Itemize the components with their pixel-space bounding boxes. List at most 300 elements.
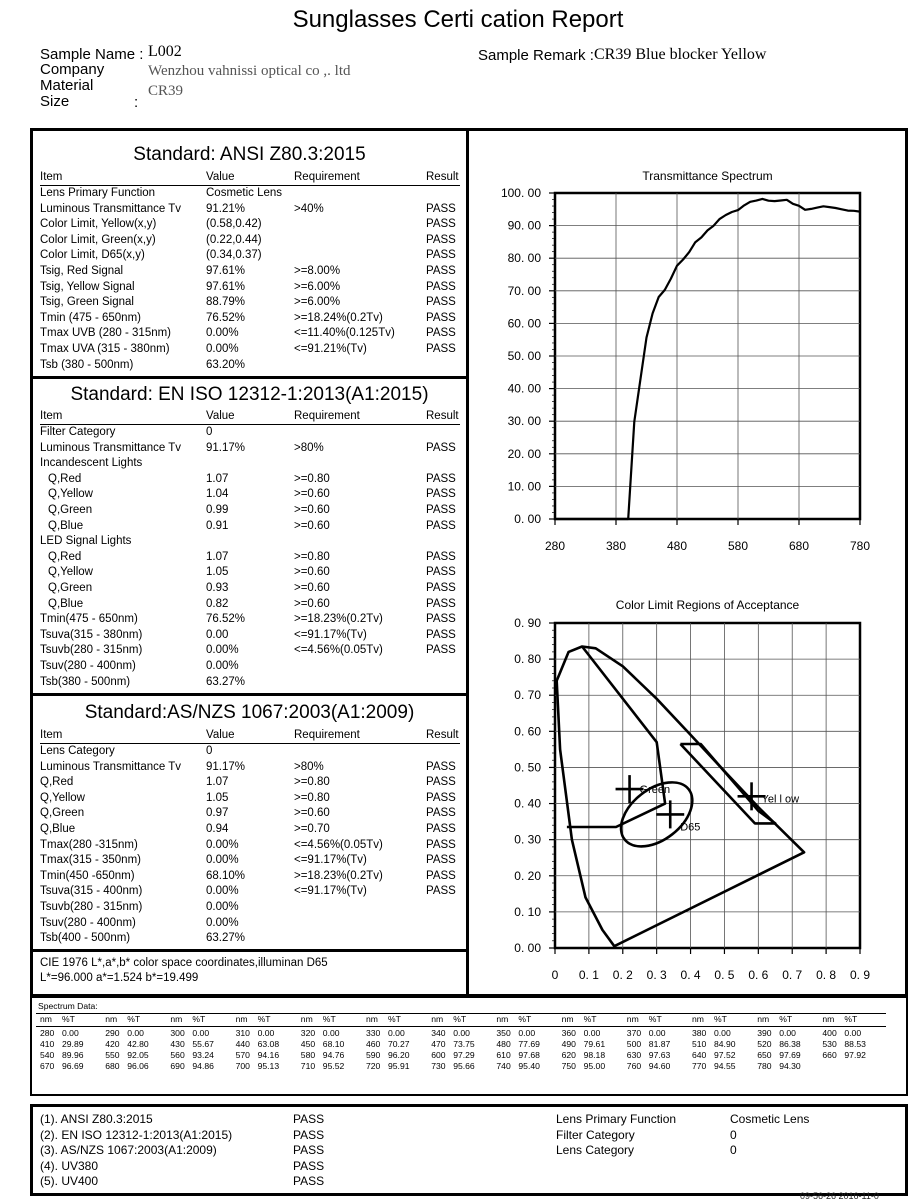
spectrum-transmittance: 0.00 <box>257 1028 275 1038</box>
ansi-header-row <box>40 170 460 186</box>
spectrum-chart-title: Transmittance Spectrum <box>642 169 773 183</box>
row-value: 76.52% <box>206 613 246 626</box>
asnzs-row <box>40 760 460 776</box>
row-requirement: >=0.60 <box>294 519 330 532</box>
row-item: Luminous Transmittance Tv <box>40 202 182 215</box>
summary-info-value: 0 <box>730 1127 737 1142</box>
color-limit-y-tick-label: 0. 60 <box>514 724 541 739</box>
spectrum-wavelength: 490 <box>561 1039 576 1049</box>
spectrum-transmittance: 94.16 <box>257 1050 280 1060</box>
spectrum-col-header: %T <box>844 1014 858 1024</box>
color-limit-chart-title: Color Limit Regions of Acceptance <box>615 598 800 612</box>
ansi-row <box>40 202 460 218</box>
row-requirement: >=0.60 <box>294 503 330 516</box>
col-item: Item <box>40 171 63 183</box>
row-requirement: >=0.80 <box>294 472 330 485</box>
row-item: Tmax(315 - 350nm) <box>40 854 141 867</box>
summary-info-value: 0 <box>730 1143 737 1157</box>
spectrum-transmittance: 0.00 <box>714 1028 731 1038</box>
row-value: 63.27% <box>206 932 246 945</box>
row-value: 1.05 <box>206 791 229 804</box>
color-limit-x-tick-label: 0. 1 <box>578 968 599 982</box>
asnzs-row <box>40 853 460 869</box>
spectrum-wavelength: 510 <box>692 1039 707 1049</box>
en-row <box>40 628 460 644</box>
spectrum-col-header: nm <box>40 1014 52 1024</box>
ansi-row <box>40 186 460 202</box>
spectrum-col-header: %T <box>648 1014 662 1024</box>
asnzs-row <box>40 791 460 807</box>
summary-standard-result: PASS <box>293 1127 325 1142</box>
spectrum-wavelength: 730 <box>431 1061 446 1071</box>
summary-info-row <box>556 1128 856 1144</box>
spectrum-transmittance: 94.55 <box>714 1061 736 1071</box>
row-value: 0.00% <box>206 900 239 913</box>
cie-line-1: CIE 1976 L*,a*,b* color space coordinates,illuminan D65 <box>40 957 328 969</box>
spectrum-col-header: nm <box>692 1014 704 1024</box>
sample-remark-value: CR39 Blue blocker Yellow <box>594 46 767 63</box>
row-item: Tmin(475 - 650nm) <box>40 613 138 626</box>
color-limit-x-tick-label: 0. 7 <box>782 968 803 982</box>
row-result: PASS <box>426 488 456 501</box>
en-row <box>40 612 460 628</box>
en-row <box>40 581 460 597</box>
spectrum-transmittance: 97.92 <box>844 1050 866 1060</box>
ansi-row <box>40 311 460 327</box>
row-item: Tsig, Yellow Signal <box>40 280 135 293</box>
row-value: 1.07 <box>206 550 229 563</box>
charts-area <box>469 131 905 994</box>
en-row <box>40 487 460 503</box>
asnzs-row <box>40 744 460 760</box>
row-value: (0.58,0.42) <box>206 218 262 231</box>
row-value: 0.00% <box>206 916 239 929</box>
spectrum-col-header: nm <box>626 1014 639 1024</box>
row-requirement: >80% <box>294 441 324 454</box>
row-result: PASS <box>426 644 456 657</box>
spectrum-wavelength: 480 <box>496 1039 511 1049</box>
row-item: Tsuva(315 - 400nm) <box>40 885 143 898</box>
color-point-label: Green <box>639 784 671 797</box>
spectrum-wavelength: 330 <box>366 1028 381 1038</box>
color-limit-y-tick-label: 0. 20 <box>514 868 541 883</box>
material-value: CR39 <box>148 83 184 99</box>
spectrum-x-tick-label: 480 <box>666 539 688 553</box>
summary-info-label: Lens Primary Function <box>556 1112 677 1126</box>
color-limit-y-tick-label: 0. 50 <box>514 760 541 775</box>
row-item: Q,Blue <box>48 519 84 532</box>
spectrum-y-tick-label: 50. 00 <box>507 349 541 363</box>
spectrum-wavelength: 520 <box>757 1039 772 1049</box>
row-item: Incandescent Lights <box>40 457 143 470</box>
asnzs-row <box>40 931 460 947</box>
row-result: PASS <box>426 628 456 641</box>
spectrum-wavelength: 360 <box>561 1028 576 1038</box>
spectrum-wavelength: 780 <box>757 1061 772 1071</box>
row-value: 0.93 <box>206 581 229 594</box>
spectrum-x-tick-label: 280 <box>544 539 566 553</box>
spectrum-transmittance: 55.67 <box>192 1039 214 1049</box>
row-item: LED Signal Lights <box>40 535 132 548</box>
spectrum-col-header: nm <box>366 1014 378 1024</box>
row-item: Filter Category <box>40 426 116 438</box>
summary-standard-result: PASS <box>293 1143 325 1157</box>
row-requirement: >=18.24%(0.2Tv) <box>294 311 383 324</box>
row-item: Luminous Transmittance Tv <box>40 760 182 773</box>
row-requirement: <=4.56%(0.05Tv) <box>294 644 383 657</box>
spectrum-y-tick-label: 10. 00 <box>507 479 541 494</box>
row-requirement: >=0.60 <box>294 581 330 594</box>
spectrum-col-header: %T <box>453 1014 467 1024</box>
color-limit-y-tick-label: 0. 90 <box>514 616 541 630</box>
spectrum-data-title: Spectrum Data: <box>38 1001 98 1011</box>
spectrum-x-tick-label: 680 <box>788 539 810 553</box>
spectrum-col-header: nm <box>496 1014 509 1024</box>
spectrum-col-header: nm <box>431 1014 444 1024</box>
spectrum-wavelength: 600 <box>431 1050 446 1060</box>
spectrum-wavelength: 560 <box>170 1050 185 1060</box>
spectrum-y-tick-label: 40. 00 <box>507 381 541 396</box>
spectrum-transmittance: 0.00 <box>322 1028 340 1038</box>
row-item: Tsig, Green Signal <box>40 296 134 309</box>
color-limit-x-tick-label: 0 <box>551 968 559 982</box>
spectrum-transmittance: 95.00 <box>583 1061 606 1071</box>
summary-standard-row <box>40 1128 420 1144</box>
row-result: PASS <box>426 342 456 355</box>
spectrum-transmittance: 0.00 <box>192 1028 210 1038</box>
row-value: 0.00% <box>206 885 239 898</box>
asnzs-row <box>40 806 460 822</box>
spectrum-col-header: %T <box>127 1014 141 1024</box>
summary-info-row <box>556 1143 856 1159</box>
summary-standard-name: (4). UV380 <box>40 1158 99 1173</box>
row-result: PASS <box>426 581 456 594</box>
asnzs-heading: Standard:AS/NZS 1067:2003(A1:2009) <box>84 702 415 723</box>
row-result: PASS <box>426 503 456 516</box>
row-result: PASS <box>426 311 456 324</box>
row-item: Luminous Transmittance Tv <box>40 441 182 454</box>
spectrum-wavelength: 740 <box>496 1061 511 1071</box>
row-value: 0.94 <box>206 822 229 835</box>
spectrum-wavelength: 610 <box>496 1050 511 1060</box>
spectrum-col-header: %T <box>779 1014 793 1024</box>
spectrum-transmittance: 94.86 <box>192 1061 214 1071</box>
row-result: PASS <box>426 441 456 454</box>
row-item: Tsb(380 - 500nm) <box>40 675 131 688</box>
row-item: Tmin (475 - 650nm) <box>40 311 141 324</box>
row-requirement: >=18.23%(0.2Tv) <box>294 613 383 626</box>
summary-standard-row <box>40 1143 420 1159</box>
spectrum-wavelength: 660 <box>822 1050 837 1060</box>
row-item: Tsuva(315 - 380nm) <box>40 628 143 641</box>
en-row <box>40 565 460 581</box>
ansi-row <box>40 264 460 280</box>
row-value: 0.00% <box>206 644 239 657</box>
row-item: Color Limit, D65(x,y) <box>40 249 145 262</box>
row-item: Q,Blue <box>40 822 76 835</box>
row-result: PASS <box>426 613 456 626</box>
row-value: 0.00% <box>206 327 239 340</box>
row-item: Color Limit, Yellow(x,y) <box>40 218 157 231</box>
asnzs-row <box>40 838 460 854</box>
spectrum-x-tick-label: 380 <box>605 539 627 553</box>
row-requirement: <=91.17%(Tv) <box>294 628 367 641</box>
row-value: 91.17% <box>206 441 246 454</box>
en-row <box>40 659 460 675</box>
row-result: PASS <box>426 519 456 532</box>
row-value: 0.00% <box>206 838 239 851</box>
asnzs-row <box>40 869 460 885</box>
spectrum-wavelength: 630 <box>626 1050 642 1060</box>
row-item: Tsuvb(280 - 315nm) <box>40 900 143 913</box>
spectrum-transmittance: 84.90 <box>714 1039 736 1049</box>
color-limit-x-tick-label: 0. 9 <box>849 968 871 982</box>
ansi-row <box>40 326 460 342</box>
spectrum-transmittance: 89.96 <box>62 1050 84 1060</box>
spectrum-wavelength: 430 <box>170 1039 185 1049</box>
asnzs-divider <box>30 949 469 952</box>
row-item: Tsuv(280 - 400nm) <box>40 659 136 672</box>
spectrum-col-header: nm <box>105 1014 118 1024</box>
spectrum-y-tick-label: 90. 00 <box>507 218 541 233</box>
row-requirement: >=0.60 <box>294 807 330 820</box>
spectrum-transmittance: 97.68 <box>518 1050 540 1060</box>
col-result: Result <box>426 171 459 183</box>
en-row <box>40 472 460 488</box>
row-result: PASS <box>426 550 456 563</box>
en-row <box>40 441 460 457</box>
spectrum-wavelength: 590 <box>366 1050 381 1060</box>
spectrum-col-header: %T <box>322 1014 336 1024</box>
spectrum-transmittance: 0.00 <box>518 1028 536 1038</box>
row-requirement: <=11.40%(0.125Tv) <box>294 327 395 340</box>
spectrum-wavelength: 760 <box>626 1061 642 1071</box>
spectrum-wavelength: 390 <box>757 1028 772 1038</box>
spectrum-transmittance: 95.13 <box>257 1061 280 1071</box>
row-result: PASS <box>426 838 456 851</box>
ansi-row <box>40 217 460 233</box>
row-result: PASS <box>426 264 456 277</box>
row-result: PASS <box>426 760 456 773</box>
spectrum-y-tick-label: 70. 00 <box>507 283 541 298</box>
spectrum-transmittance: 0.00 <box>453 1028 470 1038</box>
spectrum-x-tick-label: 580 <box>727 539 749 553</box>
row-item: Q,Blue <box>48 597 84 610</box>
spectrum-col-header: nm <box>170 1014 183 1024</box>
asnzs-row <box>40 916 460 932</box>
ansi-divider <box>30 376 469 379</box>
en-table <box>40 409 460 690</box>
asnzs-rows <box>40 744 460 947</box>
spectrum-transmittance: 96.69 <box>62 1061 84 1071</box>
row-item: Tmin(450 -650nm) <box>40 869 135 882</box>
color-limit-x-tick-label: 0. 3 <box>646 968 667 982</box>
row-value: 97.61% <box>206 280 246 293</box>
spectrum-transmittance: 0.00 <box>127 1028 144 1038</box>
spectrum-transmittance: 95.66 <box>453 1061 475 1071</box>
row-item: Tsig, Red Signal <box>40 264 124 277</box>
spectrum-col-header: nm <box>235 1014 248 1024</box>
color-limit-x-tick-label: 0. 8 <box>816 968 837 982</box>
spectrum-transmittance: 0.00 <box>388 1028 405 1038</box>
en-row <box>40 519 460 535</box>
row-item: Lens Primary Function <box>40 187 156 199</box>
row-result: PASS <box>426 776 456 789</box>
row-requirement: >=6.00% <box>294 280 341 293</box>
spectrum-wavelength: 720 <box>366 1061 381 1071</box>
spectrum-col-header: nm <box>300 1014 313 1024</box>
en-row <box>40 534 460 550</box>
row-value: 0 <box>206 745 213 757</box>
spectrum-transmittance: 79.61 <box>583 1039 606 1049</box>
spectrum-y-tick-label: 0. 00 <box>514 512 541 526</box>
spectrum-wavelength: 350 <box>496 1028 511 1038</box>
spectrum-col-header: %T <box>714 1014 727 1024</box>
summary-standard-name: (5). UV400 <box>40 1174 99 1188</box>
col-value: Value <box>206 171 235 183</box>
row-item: Tsb(400 - 500nm) <box>40 932 131 945</box>
row-item: Q,Red <box>48 550 82 563</box>
spectrum-transmittance: 88.53 <box>844 1039 866 1049</box>
spectrum-wavelength: 300 <box>170 1028 185 1038</box>
en-row <box>40 503 460 519</box>
spectrum-wavelength: 570 <box>235 1050 250 1060</box>
row-value: 0.97 <box>206 807 229 820</box>
spectrum-col-header: nm <box>561 1014 574 1024</box>
row-requirement: <=91.17%(Tv) <box>294 854 367 867</box>
summary-standard-row <box>40 1112 420 1128</box>
spectrum-wavelength: 580 <box>300 1050 316 1060</box>
asnzs-header-row <box>40 728 460 744</box>
spectrum-transmittance: 95.40 <box>518 1061 540 1071</box>
col-requirement: Requirement <box>294 171 360 183</box>
sample-remark-label: Sample Remark : <box>478 47 594 64</box>
col-item: Item <box>40 410 63 422</box>
row-value: 1.07 <box>206 776 229 789</box>
ansi-heading: Standard: ANSI Z80.3:2015 <box>133 144 366 165</box>
spectrum-wavelength: 340 <box>431 1028 446 1038</box>
spectrum-col-header: %T <box>583 1014 597 1024</box>
en-row <box>40 643 460 659</box>
spectrum-wavelength: 700 <box>235 1061 250 1071</box>
row-value: 63.27% <box>206 675 246 688</box>
spectrum-wavelength: 440 <box>235 1039 250 1049</box>
row-result: PASS <box>426 854 456 867</box>
color-limit-y-tick-label: 0. 40 <box>514 796 541 811</box>
spectrum-wavelength: 280 <box>40 1028 55 1038</box>
row-requirement: >=0.80 <box>294 550 330 563</box>
row-result: PASS <box>426 869 456 882</box>
summary-standard-row <box>40 1174 420 1190</box>
row-result: PASS <box>426 327 456 340</box>
ansi-rows <box>40 186 460 373</box>
summary-standard-result: PASS <box>293 1158 325 1173</box>
spectrum-col-header: %T <box>192 1014 206 1024</box>
col-result: Result <box>426 729 459 741</box>
row-item: Lens Category <box>40 745 115 757</box>
ansi-row <box>40 280 460 296</box>
row-item: Q,Yellow <box>48 566 93 579</box>
row-result: PASS <box>426 566 456 579</box>
spectrum-wavelength: 710 <box>300 1061 316 1071</box>
color-limit-x-tick-label: 0. 4 <box>680 968 701 982</box>
footer-stamp: 09-56-26 2016-11-0 <box>800 1191 879 1201</box>
spectrum-wavelength: 770 <box>692 1061 707 1071</box>
row-requirement: >=0.80 <box>294 791 330 804</box>
color-limit-y-tick-label: 0. 10 <box>514 904 541 919</box>
spectrum-y-tick-label: 20. 00 <box>507 446 541 461</box>
row-requirement: >80% <box>294 760 324 773</box>
spectrum-table <box>36 1014 886 1084</box>
color-limit-y-tick-label: 0. 00 <box>514 941 541 955</box>
spectrum-wavelength: 640 <box>692 1050 707 1060</box>
spectrum-wavelength: 670 <box>40 1061 55 1071</box>
en-row <box>40 597 460 613</box>
spectrum-transmittance: 95.52 <box>322 1061 345 1071</box>
row-value: 91.17% <box>206 760 246 773</box>
row-value: (0.22,0.44) <box>206 233 262 246</box>
en-header-row <box>40 409 460 425</box>
spectrum-transmittance: 94.30 <box>779 1061 801 1071</box>
row-value: 97.61% <box>206 264 246 277</box>
yellow-limit-region <box>680 744 775 823</box>
summary-standard-name: (1). ANSI Z80.3:2015 <box>40 1112 153 1126</box>
summary-info-row <box>556 1112 856 1128</box>
row-result: PASS <box>426 597 456 610</box>
size-label: Size <box>40 93 70 110</box>
asnzs-row <box>40 775 460 791</box>
row-value: 0.00% <box>206 342 239 355</box>
spectrum-transmittance: 29.89 <box>62 1039 84 1049</box>
row-value: 0.91 <box>206 519 229 532</box>
spectrum-y-tick-label: 30. 00 <box>507 414 541 429</box>
en-heading: Standard: EN ISO 12312-1:2013(A1:2015) <box>70 384 429 405</box>
spectrum-wavelength: 450 <box>300 1039 316 1049</box>
row-value: 1.04 <box>206 488 229 501</box>
row-value: 0.00 <box>206 628 229 641</box>
spectrum-wavelength: 320 <box>300 1028 316 1038</box>
spectrum-wavelength: 470 <box>431 1039 446 1049</box>
spectrum-wavelength: 690 <box>170 1061 185 1071</box>
row-requirement: >=0.60 <box>294 488 330 501</box>
summary-standard-result: PASS <box>293 1112 325 1126</box>
row-requirement: >=6.00% <box>294 296 341 309</box>
material-label: Material <box>40 77 94 94</box>
spectrum-transmittance: 94.60 <box>648 1061 671 1071</box>
spectrum-transmittance: 0.00 <box>779 1028 796 1038</box>
spectrum-y-tick-label: 80. 00 <box>507 251 541 266</box>
row-value: 0.00% <box>206 854 239 867</box>
col-requirement: Requirement <box>294 729 360 741</box>
spectrum-transmittance: 0.00 <box>583 1028 601 1038</box>
en-row <box>40 425 460 441</box>
spectrum-transmittance: 70.27 <box>388 1039 410 1049</box>
row-value: 91.21% <box>206 202 246 215</box>
spectrum-wavelength: 550 <box>105 1050 120 1060</box>
summary-standard-name: (2). EN ISO 12312-1:2013(A1:2015) <box>40 1127 233 1142</box>
row-requirement: >=0.80 <box>294 776 330 789</box>
asnzs-table <box>40 728 460 947</box>
summary-info-label: Lens Category <box>556 1143 635 1157</box>
en-rows <box>40 425 460 690</box>
row-value: 63.20% <box>206 358 246 371</box>
summary-standard-row <box>40 1159 420 1175</box>
row-value: 88.79% <box>206 296 246 309</box>
row-value: 0.82 <box>206 597 229 610</box>
row-result: PASS <box>426 472 456 485</box>
spectrum-transmittance: 86.38 <box>779 1039 801 1049</box>
ansi-row <box>40 358 460 374</box>
